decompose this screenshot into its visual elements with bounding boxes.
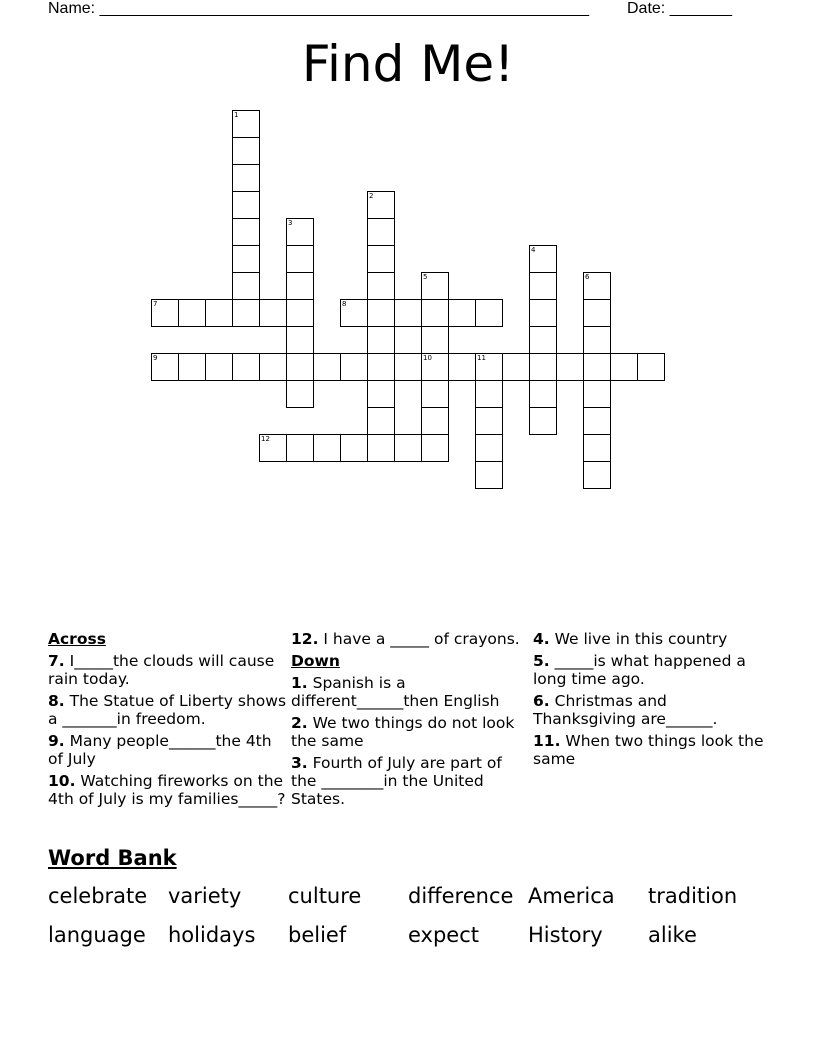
grid-cell[interactable] [232,245,260,273]
date-field[interactable]: Date: _______ [627,0,732,17]
grid-cell[interactable] [259,299,287,327]
grid-cell[interactable] [583,434,611,462]
clue-text: Christmas and Thanksgiving are______. [533,692,718,728]
grid-cell[interactable] [475,461,503,489]
grid-cell-number: 9 [153,354,158,362]
clue-text: The Statue of Liberty shows a _______in freedom. [48,692,287,728]
grid-cell[interactable] [367,218,395,246]
grid-cell-number: 2 [369,192,374,200]
grid-cell[interactable] [529,245,557,273]
clue-number: 10. [48,772,76,790]
grid-cell[interactable] [367,326,395,354]
grid-cell[interactable] [259,434,287,462]
grid-cell[interactable] [529,407,557,435]
grid-cell[interactable] [367,353,395,381]
word-bank-item: variety [168,884,242,908]
clue-across-8 [48,692,288,728]
grid-cell[interactable] [151,299,179,327]
grid-cell[interactable] [313,353,341,381]
grid-cell[interactable] [529,380,557,408]
clue-column-3 [533,630,773,772]
word-bank-item: holidays [168,923,256,947]
grid-cell[interactable] [448,353,476,381]
grid-cell[interactable] [583,326,611,354]
grid-cell[interactable] [232,164,260,192]
clue-number: 11. [533,732,561,750]
clue-text: _____is what happened a long time ago. [533,652,746,688]
clue-text: I have a _____ of crayons. [323,630,520,648]
word-bank-item: tradition [648,884,738,908]
clue-text: Watching fireworks on the 4th of July is my families_____? [48,772,286,808]
grid-cell[interactable] [286,326,314,354]
grid-cell[interactable] [421,299,449,327]
grid-cell-number: 12 [261,435,270,443]
grid-cell[interactable] [286,299,314,327]
clue-number: 5. [533,652,550,670]
grid-cell[interactable] [583,380,611,408]
grid-cell[interactable] [475,380,503,408]
word-bank-item: difference [408,884,514,908]
grid-cell[interactable] [529,272,557,300]
grid-cell-number: 1 [234,111,239,119]
word-bank-item: language [48,923,146,947]
grid-cell[interactable] [340,353,368,381]
clue-across-12 [291,630,531,648]
grid-cell[interactable] [286,272,314,300]
grid-cell-number: 4 [531,246,536,254]
grid-cell[interactable] [637,353,665,381]
clue-number: 3. [291,754,308,772]
clue-number: 2. [291,714,308,732]
clue-number: 12. [291,630,319,648]
clue-column-2 [291,630,531,812]
grid-cell[interactable] [340,299,368,327]
word-bank-item: culture [288,884,362,908]
grid-cell-number: 6 [585,273,590,281]
clue-number: 9. [48,732,65,750]
clue-across-10 [48,772,288,808]
grid-cell-number: 3 [288,219,293,227]
clue-column-1 [48,630,288,812]
clue-down-2 [291,714,531,750]
word-bank-item: celebrate [48,884,148,908]
clue-down-5 [533,652,773,688]
grid-cell[interactable] [151,353,179,381]
grid-cell[interactable] [313,434,341,462]
grid-cell[interactable] [286,245,314,273]
clue-across-7 [48,652,288,688]
clue-down-11 [533,732,773,768]
grid-cell[interactable] [394,353,422,381]
grid-cell[interactable] [421,380,449,408]
grid-cell[interactable] [367,407,395,435]
clue-number: 8. [48,692,65,710]
grid-cell[interactable] [421,353,449,381]
clue-down-3 [291,754,531,808]
grid-cell[interactable] [232,110,260,138]
grid-cell[interactable] [421,272,449,300]
clue-number: 7. [48,652,65,670]
grid-cell[interactable] [475,434,503,462]
name-field[interactable]: Name: _______________________________________________________ [48,0,589,17]
clue-text: Fourth of July are part of the ________in the United States. [291,754,502,808]
word-bank-item: History [528,923,603,947]
grid-cell[interactable] [610,353,638,381]
clue-across-9 [48,732,288,768]
clue-down-1 [291,674,531,710]
grid-cell[interactable] [475,353,503,381]
word-bank-title: Word Bank [48,846,177,870]
grid-cell[interactable] [178,353,206,381]
grid-cell[interactable] [448,299,476,327]
grid-cell[interactable] [529,326,557,354]
grid-cell[interactable] [178,299,206,327]
grid-cell[interactable] [394,434,422,462]
grid-cell[interactable] [232,191,260,219]
grid-cell[interactable] [259,353,287,381]
grid-cell[interactable] [583,461,611,489]
grid-cell[interactable] [367,191,395,219]
clue-text: We live in this country [554,630,728,648]
page-title: Find Me! [301,35,515,93]
clue-number: 6. [533,692,550,710]
grid-cell[interactable] [367,272,395,300]
grid-cell[interactable] [529,299,557,327]
grid-cell[interactable] [340,434,368,462]
word-bank-item: belief [288,923,347,947]
grid-cell-number: 5 [423,273,428,281]
clue-text: When two things look the same [533,732,764,768]
grid-cell[interactable] [232,299,260,327]
word-bank-item: America [528,884,615,908]
grid-cell[interactable] [367,380,395,408]
grid-cell[interactable] [583,353,611,381]
grid-cell-number: 7 [153,300,158,308]
grid-cell[interactable] [583,407,611,435]
grid-cell[interactable] [583,299,611,327]
word-bank-item: alike [648,923,697,947]
across-heading: Across [48,630,106,648]
grid-cell[interactable] [421,407,449,435]
grid-cell-number: 11 [477,354,486,362]
grid-cell-number: 8 [342,300,347,308]
word-bank-item: expect [408,923,480,947]
clue-down-6 [533,692,773,728]
clue-text: I_____the clouds will cause rain today. [48,652,275,688]
clue-text: We two things do not look the same [291,714,515,750]
grid-cell[interactable] [502,353,530,381]
grid-cell[interactable] [556,353,584,381]
grid-cell[interactable] [421,434,449,462]
grid-cell[interactable] [286,434,314,462]
grid-cell[interactable] [232,353,260,381]
clue-text: Spanish is a different______then English [291,674,500,710]
clue-number: 4. [533,630,550,648]
grid-cell[interactable] [286,353,314,381]
grid-cell[interactable] [286,218,314,246]
grid-cell[interactable] [232,218,260,246]
grid-cell[interactable] [367,434,395,462]
grid-cell[interactable] [394,299,422,327]
grid-cell-number: 10 [423,354,432,362]
clue-number: 1. [291,674,308,692]
clue-down-4 [533,630,773,648]
grid-cell[interactable] [232,272,260,300]
grid-cell[interactable] [205,353,233,381]
grid-cell[interactable] [367,299,395,327]
grid-cell[interactable] [232,137,260,165]
grid-cell[interactable] [475,407,503,435]
grid-cell[interactable] [421,326,449,354]
grid-cell[interactable] [367,245,395,273]
grid-cell[interactable] [529,353,557,381]
grid-cell[interactable] [475,299,503,327]
down-heading: Down [291,652,340,670]
clue-text: Many people______the 4th of July [48,732,272,768]
grid-cell[interactable] [205,299,233,327]
grid-cell[interactable] [583,272,611,300]
grid-cell[interactable] [286,380,314,408]
